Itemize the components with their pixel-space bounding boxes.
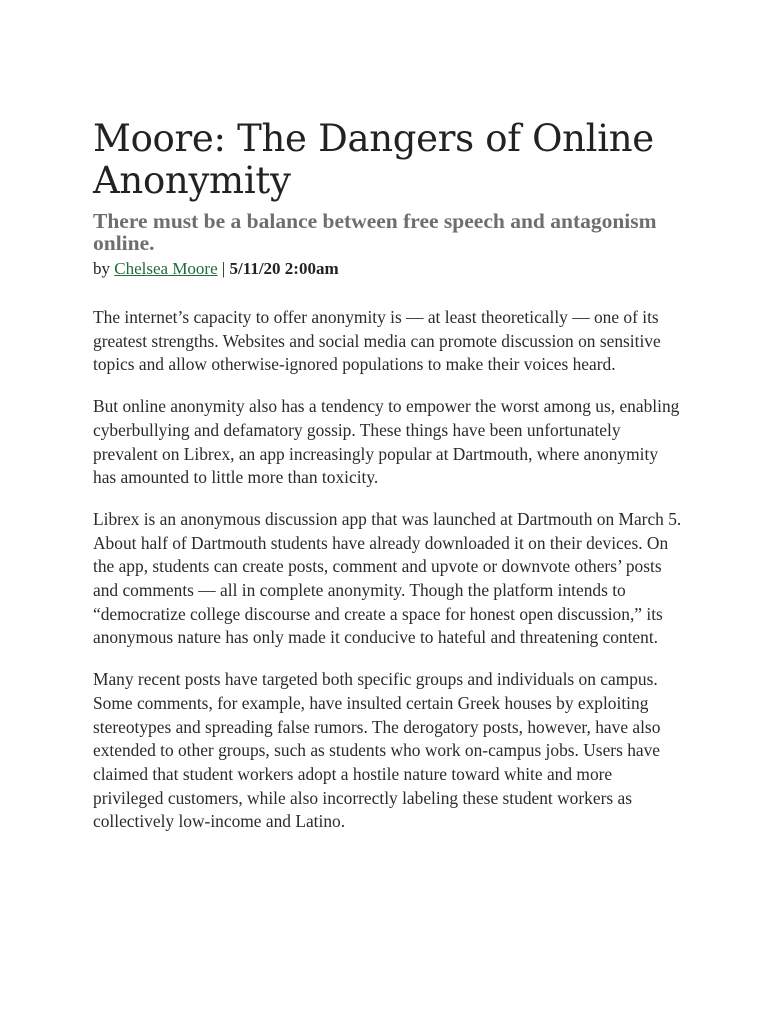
paragraph: Many recent posts have targeted both specific groups and individuals on campus. Some comments, for example, have insulted certain Greek houses by exploiting stereotypes and spreading false rumors. The derogatory posts, however, have also extended to other groups, such as students who work on-campus jobs. Users have claimed that student workers adopt a hostile nature toward white and more privileged customers, while also incorrectly labeling these student workers as collectively low-income and Latino.	[93, 669, 661, 832]
byline-separator: |	[217, 259, 230, 278]
article	[93, 118, 683, 852]
article-subtitle: There must be a balance between free speech and antagonism online.	[93, 209, 657, 255]
article-body	[93, 306, 683, 834]
byline	[93, 258, 683, 280]
paragraph: The internet’s capacity to offer anonymity is — at least theoretically — one of its greatest strengths. Websites and social media can promote discussion on sensitive topics and allow otherwise-ignored populations to make their voices heard.	[93, 307, 661, 375]
paragraph: Librex is an anonymous discussion app that was launched at Dartmouth on March 5. About half of Dartmouth students have already downloaded it on their devices. On the app, students can create posts, comment and upvote or downvote others’ posts and comments — all in complete anonymity. Though the platform intends to “democratize college discourse and create a space for honest open discussion,” its anonymous nature has only made it conducive to hateful and threatening content.	[93, 508, 682, 648]
paragraph: But online anonymity also has a tendency to empower the worst among us, enabling cyberbullying and defamatory gossip. These things have been unfortunately prevalent on Librex, an app increasingly popular at Dartmouth, where anonymity has amounted to little more than toxicity.	[93, 396, 680, 488]
article-title: Moore: The Dangers of Online Anonymity	[93, 117, 654, 202]
author-link[interactable]: Chelsea Moore	[114, 259, 218, 278]
byline-prefix: by	[93, 259, 115, 278]
publish-date: 5/11/20 2:00am	[229, 259, 339, 278]
